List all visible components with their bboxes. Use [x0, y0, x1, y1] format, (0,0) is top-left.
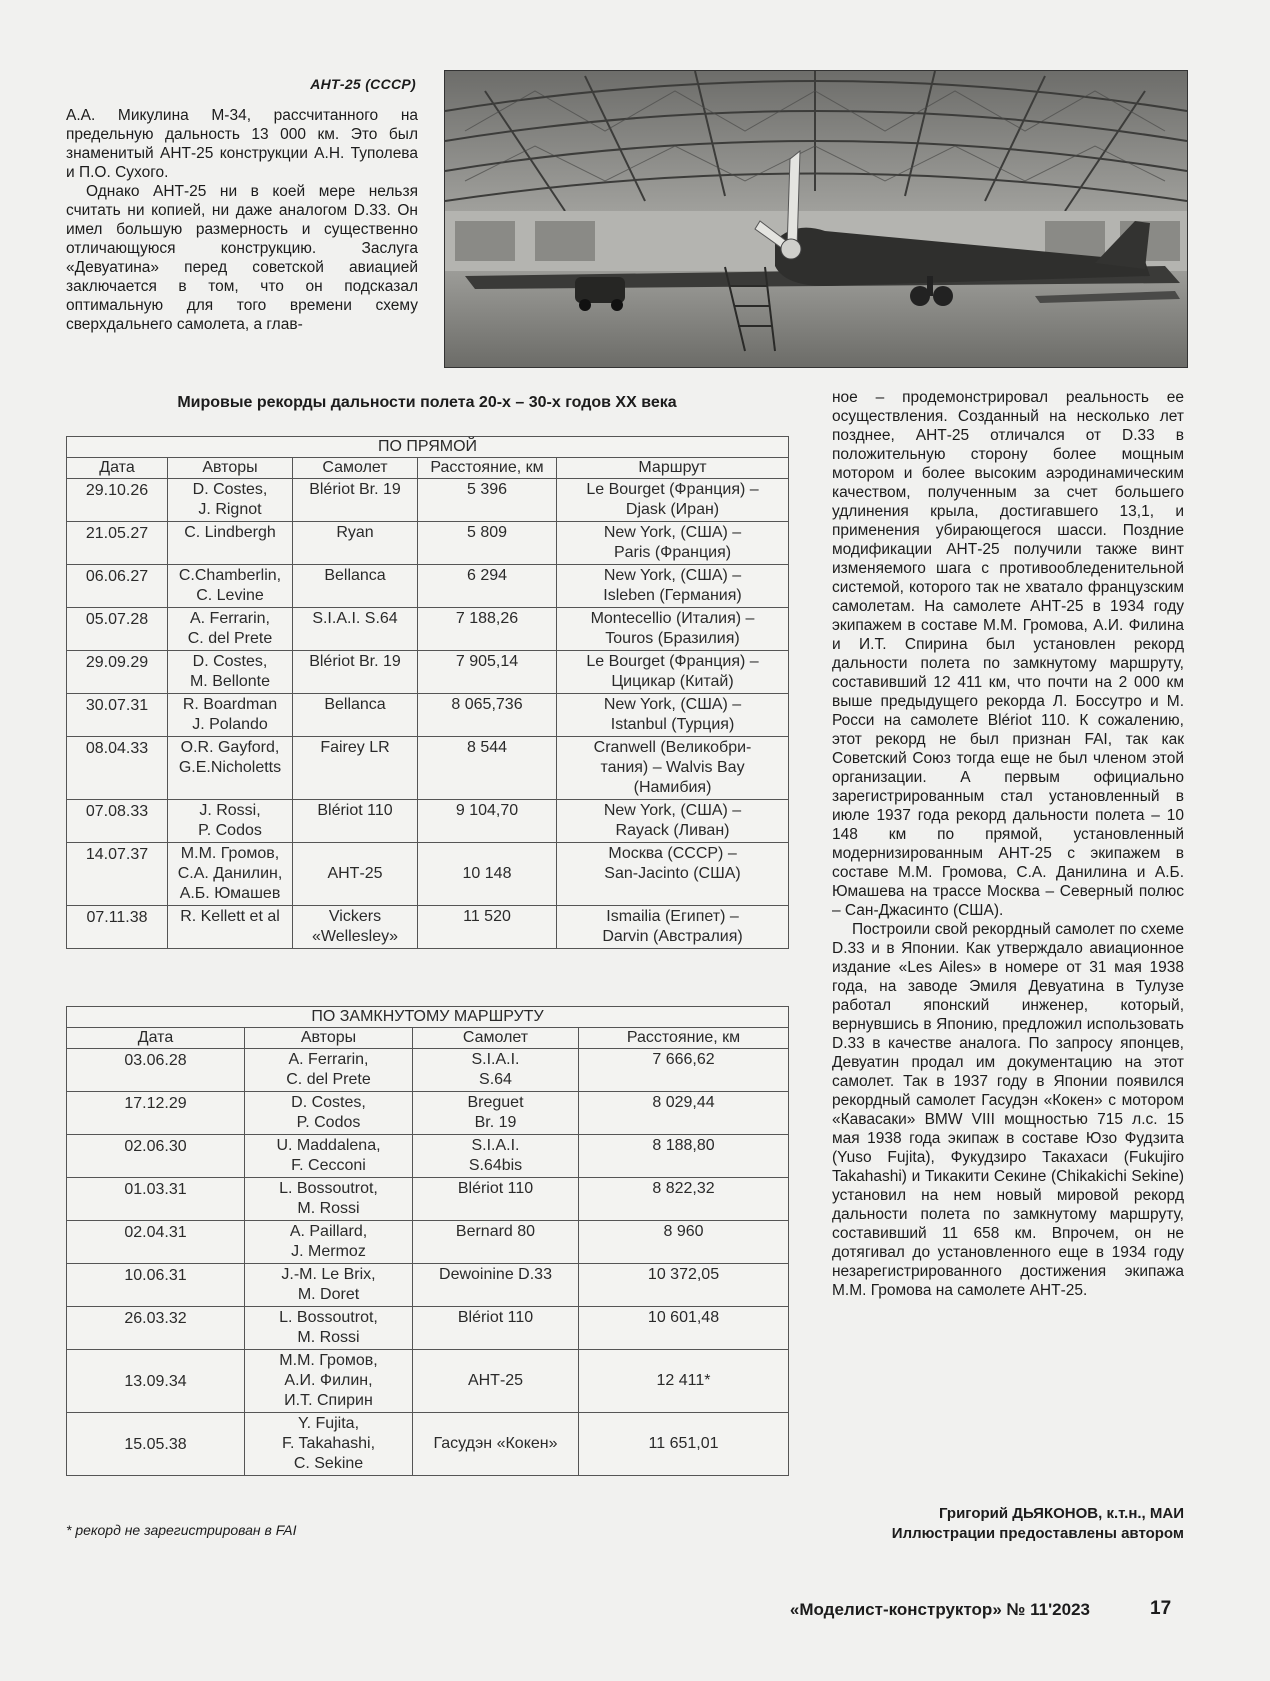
route-cell [557, 565, 789, 608]
authors-cell [168, 843, 293, 906]
date-cell: 21.05.27 [67, 522, 168, 565]
cell-line: S.64bis [468, 1157, 523, 1174]
cell-line: C. Lindbergh [184, 524, 276, 541]
distance-cell: 8 029,44 [579, 1092, 789, 1135]
cell-line: Paris (Франция) [613, 544, 732, 561]
cell-line: Dewoinine D.33 [439, 1266, 552, 1283]
authors-cell [245, 1221, 413, 1264]
authors-cell [168, 565, 293, 608]
distance-cell: 8 960 [579, 1221, 789, 1264]
cell-line: тания) – Walvis Bay [600, 759, 745, 776]
distance-cell: 8 544 [418, 737, 557, 800]
cell-line: P. Codos [198, 822, 262, 839]
closed-header-date: Дата [67, 1028, 245, 1049]
table-row [67, 843, 789, 906]
cell-line: J.-M. Le Brix, [281, 1266, 376, 1283]
straight-header-plane: Самолет [293, 458, 418, 479]
cell-line: Br. 19 [474, 1114, 517, 1131]
date-cell: 29.10.26 [67, 479, 168, 522]
table-row [67, 1264, 789, 1307]
table-row [67, 1135, 789, 1178]
distance-cell: 8 188,80 [579, 1135, 789, 1178]
date-cell: 06.06.27 [67, 565, 168, 608]
authors-cell [168, 694, 293, 737]
route-cell [557, 651, 789, 694]
date-cell: 10.06.31 [67, 1264, 245, 1307]
plane-cell [293, 608, 418, 651]
cell-line: Fairey LR [320, 739, 390, 756]
cell-line: М.М. Громов, [279, 1352, 378, 1369]
cell-line: M. Rossi [297, 1200, 360, 1217]
closed-table-title: ПО ЗАМКНУТОМУ МАРШРУТУ [67, 1007, 789, 1028]
date-cell: 03.06.28 [67, 1049, 245, 1092]
cell-line: М.М. Громов, [180, 845, 280, 862]
table-footnote: * рекорд не зарегистрирован в FAI [66, 1522, 297, 1538]
straight-table-header-row [67, 458, 789, 479]
authors-cell [245, 1178, 413, 1221]
plane-cell [413, 1092, 579, 1135]
date-cell: 01.03.31 [67, 1178, 245, 1221]
plane-cell [293, 737, 418, 800]
cell-line: S.I.A.I. [471, 1137, 520, 1154]
cell-line: C.Chamberlin, [178, 567, 282, 584]
plane-cell [413, 1413, 579, 1476]
cell-line: А.И. Филин, [284, 1372, 373, 1389]
cell-line: R. Kellett et al [180, 908, 280, 925]
closed-header-plane: Самолет [413, 1028, 579, 1049]
table-row [67, 565, 789, 608]
cell-line: F. Takahashi, [281, 1435, 376, 1452]
cell-line: Y. Fujita, [297, 1415, 360, 1432]
plane-cell [293, 522, 418, 565]
running-head: АНТ-25 (СССР) [310, 76, 416, 92]
cell-line: New York, (США) – [603, 802, 742, 819]
plane-cell [293, 800, 418, 843]
authors-cell [245, 1049, 413, 1092]
cell-line: Bernard 80 [455, 1223, 536, 1240]
cell-line: M. Rossi [297, 1329, 360, 1346]
cell-line: Ismailia (Египет) – [606, 908, 739, 925]
cell-line: S.64 [479, 1071, 512, 1088]
plane-cell [293, 565, 418, 608]
cell-line: G.E.Nicholetts [178, 759, 282, 776]
cell-line: L. Bossoutrot, [279, 1309, 378, 1326]
distance-cell: 12 411* [579, 1350, 789, 1413]
authors-cell [245, 1350, 413, 1413]
straight-table-title: ПО ПРЯМОЙ [67, 437, 789, 458]
cell-line: A. Ferrarin, [288, 1051, 369, 1068]
plane-cell [413, 1350, 579, 1413]
cell-line: Rayack (Ливан) [615, 822, 730, 839]
plane-cell [413, 1049, 579, 1092]
table-row [67, 651, 789, 694]
distance-cell: 10 148 [418, 843, 557, 906]
authors-cell [168, 737, 293, 800]
cell-line: И.Т. Спирин [284, 1392, 373, 1409]
cell-line: C. Sekine [293, 1455, 364, 1472]
distance-cell: 5 809 [418, 522, 557, 565]
route-cell [557, 737, 789, 800]
cell-line: АНТ-25 [467, 1372, 524, 1389]
cell-line: O.R. Gayford, [180, 739, 280, 756]
cell-line: J. Rossi, [199, 802, 261, 819]
cell-line: S.I.A.I. S.64 [312, 610, 398, 627]
cell-line: Blériot Br. 19 [309, 481, 401, 498]
date-cell: 13.09.34 [67, 1350, 245, 1413]
intro-paragraph-1: А.А. Микулина М-34, рассчитанного на предельную дальность 13 000 км. Это был знаменитый АНТ-25 конструкции А.Н. Туполева и П.О. Сухого. [66, 107, 418, 181]
plane-cell [293, 906, 418, 949]
straight-header-date: Дата [67, 458, 168, 479]
cell-line: Vickers [328, 908, 382, 925]
journal-footer: «Моделист-конструктор» № 11'2023 [789, 1600, 1090, 1619]
cell-line: New York, (США) – [603, 567, 742, 584]
date-cell: 17.12.29 [67, 1092, 245, 1135]
closed-header-distance: Расстояние, км [579, 1028, 789, 1049]
plane-cell [293, 843, 418, 906]
date-cell: 14.07.37 [67, 843, 168, 906]
authors-cell [168, 479, 293, 522]
table-row [67, 522, 789, 565]
distance-cell: 6 294 [418, 565, 557, 608]
table-row [67, 1307, 789, 1350]
distance-cell: 11 520 [418, 906, 557, 949]
distance-cell: 9 104,70 [418, 800, 557, 843]
cell-line: А.Б. Юмашев [179, 885, 281, 902]
cell-line: Darvin (Австралия) [602, 928, 743, 945]
cell-line: C. Levine [196, 587, 264, 604]
authors-cell [245, 1092, 413, 1135]
distance-cell: 5 396 [418, 479, 557, 522]
distance-cell: 7 666,62 [579, 1049, 789, 1092]
route-cell [557, 906, 789, 949]
table-row [67, 608, 789, 651]
distance-cell: 10 601,48 [579, 1307, 789, 1350]
cell-line: Blériot 110 [457, 1309, 534, 1326]
records-closed-table [66, 1006, 789, 1476]
cell-line: Cranwell (Великобри- [593, 739, 752, 756]
cell-line: D. Costes, [291, 1094, 366, 1111]
date-cell: 05.07.28 [67, 608, 168, 651]
cell-line: J. Polando [192, 716, 268, 733]
tables-caption: Мировые рекорды дальности полета 20-х – 30-х годов XX века [177, 394, 677, 411]
route-cell [557, 843, 789, 906]
table-row [67, 1178, 789, 1221]
plane-cell [293, 651, 418, 694]
date-cell: 07.08.33 [67, 800, 168, 843]
cell-line: Le Bourget (Франция) – [586, 481, 759, 498]
date-cell: 07.11.38 [67, 906, 168, 949]
table-row [67, 1221, 789, 1264]
table-row [67, 694, 789, 737]
plane-cell [293, 479, 418, 522]
cell-line: M. Bellonte [189, 673, 271, 690]
straight-header-distance: Расстояние, км [418, 458, 557, 479]
cell-line: U. Maddalena, [276, 1137, 381, 1154]
hangar-photo [444, 70, 1188, 368]
cell-line: New York, (США) – [603, 524, 742, 541]
distance-cell: 10 372,05 [579, 1264, 789, 1307]
signature-block [832, 1504, 1184, 1544]
closed-table-header-row [67, 1028, 789, 1049]
route-cell [557, 479, 789, 522]
authors-cell [168, 608, 293, 651]
authors-cell [168, 522, 293, 565]
date-cell: 08.04.33 [67, 737, 168, 800]
closed-header-authors: Авторы [245, 1028, 413, 1049]
authors-cell [168, 906, 293, 949]
straight-header-route: Маршрут [557, 458, 789, 479]
records-straight-table [66, 436, 789, 949]
date-cell: 30.07.31 [67, 694, 168, 737]
cell-line: J. Rignot [198, 501, 262, 518]
distance-cell: 11 651,01 [579, 1413, 789, 1476]
plane-cell [413, 1135, 579, 1178]
cell-line: Гасудэн «Кокен» [433, 1435, 558, 1452]
cell-line: A. Ferrarin, [189, 610, 270, 627]
cell-line: P. Codos [296, 1114, 361, 1131]
cell-line: New York, (США) – [603, 696, 742, 713]
intro-paragraph-2: Однако АНТ-25 ни в коей мере нельзя считать ни копией, ни даже аналогом D.33. Он имел большую размерность и существенно отличающуюся конструкцию. Заслуга «Девуатина» перед советской авиацией заключается в том, что он подсказал оптимальную для того времени схему сверхдальнего самолета, а глав- [66, 183, 418, 333]
cell-line: D. Costes, [192, 653, 268, 670]
aircraft-in-hangar-illustration [445, 71, 1187, 367]
plane-cell [293, 694, 418, 737]
route-cell [557, 694, 789, 737]
authors-cell [245, 1135, 413, 1178]
table-row [67, 1092, 789, 1135]
cell-line: R. Boardman [182, 696, 278, 713]
date-cell: 02.04.31 [67, 1221, 245, 1264]
date-cell: 26.03.32 [67, 1307, 245, 1350]
cell-line: Blériot 110 [457, 1180, 534, 1197]
cell-line: Touros (Бразилия) [605, 630, 740, 647]
authors-cell [245, 1413, 413, 1476]
cell-line: Blériot 110 [317, 802, 393, 819]
cell-line: Djask (Иран) [625, 501, 720, 518]
cell-line: Blériot Br. 19 [309, 653, 401, 670]
table-row [67, 479, 789, 522]
cell-line: Breguet [467, 1094, 524, 1111]
page-number: 17 [1150, 1598, 1172, 1619]
route-cell [557, 522, 789, 565]
cell-line: Bellanca [324, 696, 386, 713]
plane-cell [413, 1264, 579, 1307]
cell-line: L. Bossoutrot, [279, 1180, 378, 1197]
intro-column [66, 106, 418, 334]
cell-line: M. Doret [297, 1286, 360, 1303]
authors-cell [245, 1264, 413, 1307]
right-paragraph-2: Построили свой рекордный самолет по схеме D.33 и в Японии. Как утверждало авиационное издание «Les Ailes» в номере от 31 мая 1938 года, на заводе Эмиля Девуатина в Тулузе работал японский инженер, который, вернувшись в Японию, предложил использовать D.33 в качестве аналога. По запросу японцев, Девуатин продал им документацию на этот самолет. Так в 1937 году в Японии появился рекордный самолет Гасудэн «Кокен» с мотором «Кавасаки» BMW VIII мощностью 715 л.с. 15 мая 1938 года экипаж в составе Юзо Фудзита (Yuso Fujita), Фукудзиро Такахаси (Fukujiro Takahashi) и Тикакити Секине (Chikakichi Sekine) установил на нем новый мировой рекорд дальности полета по замкнутому маршруту, составивший 11 658 км. Впрочем, он не дотягивал до установленного еще в 1934 году незарегистрированного достижения экипажа М.М. Громова на самолете АНТ-25. [832, 921, 1184, 1299]
authors-cell [168, 651, 293, 694]
cell-line: C. del Prete [286, 1071, 371, 1088]
route-cell [557, 608, 789, 651]
authors-cell [245, 1307, 413, 1350]
cell-line: Isleben (Германия) [603, 587, 742, 604]
authors-cell [168, 800, 293, 843]
distance-cell: 7 905,14 [418, 651, 557, 694]
cell-line: F. Cecconi [291, 1157, 366, 1174]
table-row [67, 1350, 789, 1413]
cell-line: J. Mermoz [291, 1243, 366, 1260]
table-row [67, 737, 789, 800]
date-cell: 02.06.30 [67, 1135, 245, 1178]
cell-line: Montecellio (Италия) – [590, 610, 755, 627]
cell-line: С.А. Данилин, [177, 865, 283, 882]
cell-line: San-Jacinto (США) [604, 865, 741, 882]
route-cell [557, 800, 789, 843]
right-paragraph-1: ное – продемонстрировал реальность ее осуществления. Созданный на несколько лет позднее, АНТ-25 отличался от D.33 в положительную сторону более мощным мотором и более высоким аэродинамическим качеством, полученным за счет большего удлинения крыла, достигавшего 13,1, и применения убирающегося шасси. Поздние модификации АНТ-25 получили также винт изменяемого шага с противообледенительной системой, которого так не хватало французским самолетам. На самолете АНТ-25 в 1934 году экипажем в составе М.М. Громова, А.И. Филина и И.Т. Спирина был установлен рекорд дальности полета по замкнутому маршруту, составивший 12 411 км, что почти на 2 000 км выше предыдущего рекорда Л. Боссутро и М. Росси на самолете Blériot 110. К сожалению, этот рекорд не был признан FAI, так как Советский Союз тогда еще не был членом этой организации. А первым официально зарегистрированным стал установленный в июле 1937 года рекорд дальности полета – 10 148 км по прямой, установленный модернизированным АНТ-25 с экипажем в составе М.М. Громова, С.А. Данилина и А.Б. Юмашева на трассе Москва – Северный полюс – Сан-Джасинто (США). [832, 389, 1184, 919]
cell-line: Москва (СССР) – [608, 845, 737, 862]
cell-line: Istanbul (Турция) [610, 716, 735, 733]
cell-line: Le Bourget (Франция) – [586, 653, 759, 670]
illustration-credit: Иллюстрации предоставлены автором [891, 1525, 1184, 1542]
plane-cell [413, 1221, 579, 1264]
cell-line: D. Costes, [192, 481, 268, 498]
cell-line: Bellanca [324, 567, 386, 584]
date-cell: 15.05.38 [67, 1413, 245, 1476]
straight-header-authors: Авторы [168, 458, 293, 479]
cell-line: (Намибия) [633, 779, 712, 796]
plane-cell [413, 1307, 579, 1350]
cell-line: АНТ-25 [327, 865, 383, 882]
cell-line: S.I.A.I. [471, 1051, 520, 1068]
table-row [67, 800, 789, 843]
table-row [67, 1413, 789, 1476]
cell-line: Цицикар (Китай) [611, 673, 734, 690]
cell-line: «Wellesley» [312, 928, 398, 945]
date-cell: 29.09.29 [67, 651, 168, 694]
cell-line: C. del Prete [187, 630, 273, 647]
table-row [67, 1049, 789, 1092]
cell-line: A. Paillard, [289, 1223, 368, 1240]
table-row [67, 906, 789, 949]
distance-cell: 7 188,26 [418, 608, 557, 651]
right-column [832, 388, 1184, 1300]
distance-cell: 8 065,736 [418, 694, 557, 737]
distance-cell: 8 822,32 [579, 1178, 789, 1221]
plane-cell [413, 1178, 579, 1221]
author-signature: Григорий ДЬЯКОНОВ, к.т.н., МАИ [938, 1505, 1184, 1522]
cell-line: Ryan [336, 524, 374, 541]
